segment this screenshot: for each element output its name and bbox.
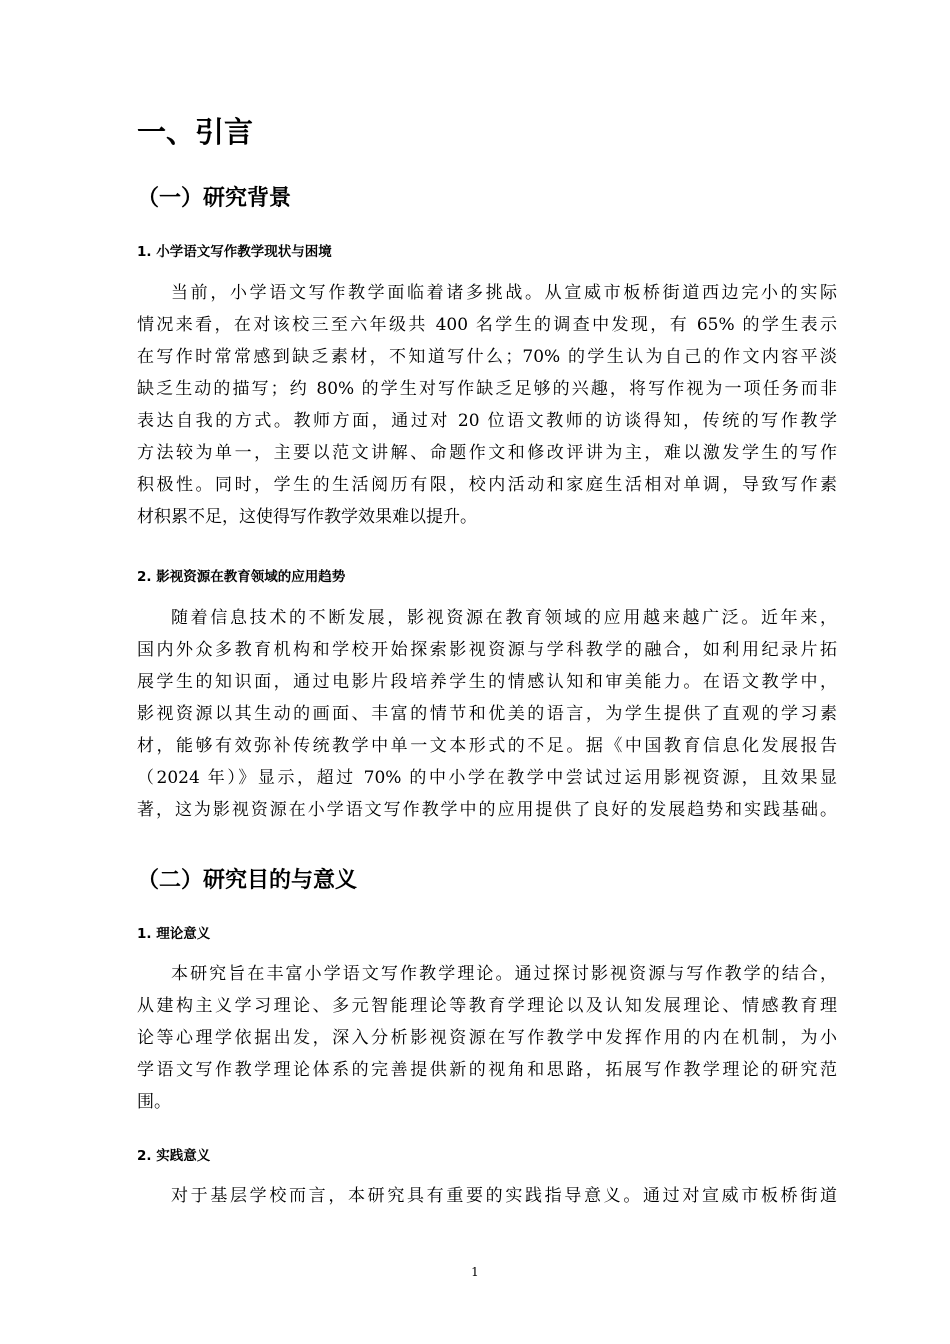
paragraph-line: 情况来看，在对该校三至六年级共 400 名学生的调查中发现，有 65% 的学生表示 xyxy=(137,315,837,335)
paragraph-line: 积极性。同时，学生的生活阅历有限，校内活动和家庭生活相对单调，导致写作素 xyxy=(137,475,837,495)
paragraph-status xyxy=(137,277,837,533)
subsection-heading-status: 1. 小学语文写作教学现状与困境 xyxy=(137,244,332,260)
paragraph-line: 影视资源以其生动的画面、丰富的情节和优美的语言，为学生提供了直观的学习素 xyxy=(137,704,837,724)
paragraph-line: 材，能够有效弥补传统教学中单一文本形式的不足。据《中国教育信息化发展报告 xyxy=(137,736,837,756)
paragraph-line: 国内外众多教育机构和学校开始探索影视资源与学科教学的融合，如利用纪录片拓 xyxy=(137,640,837,660)
section-heading-purpose: （二）研究目的与意义 xyxy=(137,868,358,893)
paragraph-line: （2024 年）》显示，超过 70% 的中小学在教学中尝试过运用影视资源，且效果显 xyxy=(137,768,837,788)
paragraph-line: 对于基层学校而言，本研究具有重要的实践指导意义。通过对宣威市板桥街道 xyxy=(171,1186,837,1206)
page-number: 1 xyxy=(471,1265,479,1279)
paragraph-line: 围。 xyxy=(137,1092,171,1112)
subsection-heading-practice: 2. 实践意义 xyxy=(137,1148,211,1164)
paragraph-line: 著，这为影视资源在小学语文写作教学中的应用提供了良好的发展趋势和实践基础。 xyxy=(137,800,837,820)
paragraph-line: 从建构主义学习理论、多元智能理论等教育学理论以及认知发展理论、情感教育理 xyxy=(137,996,837,1016)
paragraph-line: 随着信息技术的不断发展，影视资源在教育领域的应用越来越广泛。近年来， xyxy=(171,608,837,628)
paragraph-theory xyxy=(137,958,837,1118)
paragraph-line: 当前，小学语文写作教学面临着诸多挑战。从宣威市板桥街道西边完小的实际 xyxy=(171,283,837,303)
paragraph-line: 缺乏生动的描写；约 80% 的学生对写作缺乏足够的兴趣，将写作视为一项任务而非 xyxy=(137,379,837,399)
paragraph-line: 在写作时常常感到缺乏素材，不知道写什么；70% 的学生认为自己的作文内容平淡 xyxy=(137,347,837,367)
paragraph-line: 论等心理学依据出发，深入分析影视资源在写作教学中发挥作用的内在机制，为小 xyxy=(137,1028,837,1048)
section-heading-background: （一）研究背景 xyxy=(137,186,292,211)
paragraph-trend xyxy=(137,602,837,826)
chapter-heading: 一、引言 xyxy=(137,115,254,149)
paragraph-line: 学语文写作教学理论体系的完善提供新的视角和思路，拓展写作教学理论的研究范 xyxy=(137,1060,837,1080)
subsection-heading-theory: 1. 理论意义 xyxy=(137,926,211,942)
paragraph-line: 展学生的知识面，通过电影片段培养学生的情感认知和审美能力。在语文教学中， xyxy=(137,672,837,692)
paragraph-line: 表达自我的方式。教师方面，通过对 20 位语文教师的访谈得知，传统的写作教学 xyxy=(137,411,837,431)
paragraph-line: 材积累不足，这使得写作教学效果难以提升。 xyxy=(137,507,477,527)
paragraph-line: 本研究旨在丰富小学语文写作教学理论。通过探讨影视资源与写作教学的结合， xyxy=(171,964,837,984)
paragraph-practice xyxy=(137,1180,837,1212)
paragraph-line: 方法较为单一，主要以范文讲解、命题作文和修改评讲为主，难以激发学生的写作 xyxy=(137,443,837,463)
subsection-heading-trend: 2. 影视资源在教育领域的应用趋势 xyxy=(137,569,346,585)
